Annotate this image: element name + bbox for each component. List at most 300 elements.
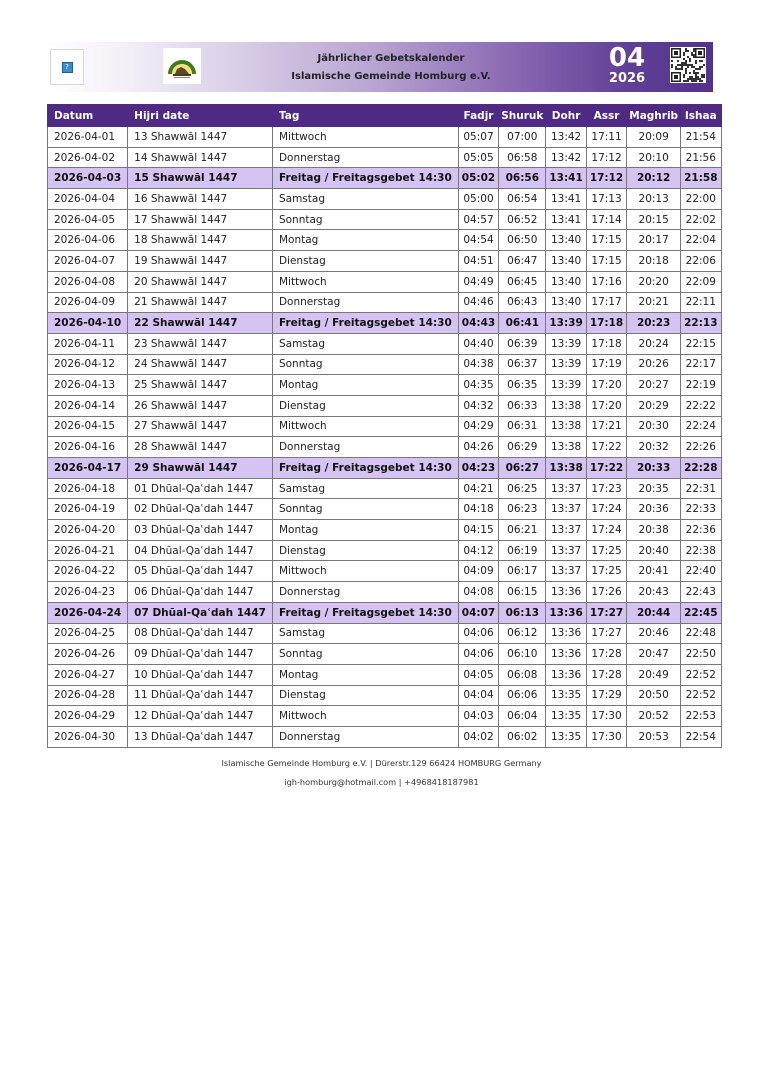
cell-date: 2026-04-20 bbox=[48, 520, 128, 541]
month-number: 04 bbox=[608, 43, 646, 73]
calendar-header bbox=[46, 42, 713, 92]
table-row bbox=[48, 333, 722, 354]
cell-dohr: 13:42 bbox=[546, 147, 586, 168]
footer-contact: igh-homburg@hotmail.com | +4968418187981 bbox=[284, 777, 479, 787]
cell-dohr: 13:41 bbox=[546, 189, 586, 210]
cell-day: Freitag / Freitagsgebet 14:30 bbox=[272, 458, 458, 479]
cell-shuruk: 06:21 bbox=[499, 520, 546, 541]
cell-ishaa: 22:45 bbox=[681, 602, 721, 623]
cell-shuruk: 06:06 bbox=[499, 685, 546, 706]
table-row bbox=[48, 685, 722, 706]
cell-day: Montag bbox=[272, 375, 458, 396]
table-row-friday bbox=[48, 602, 722, 623]
header-titles bbox=[246, 50, 536, 86]
cell-shuruk: 06:39 bbox=[499, 333, 546, 354]
cell-shuruk: 06:47 bbox=[499, 251, 546, 272]
footer-address: Islamische Gemeinde Homburg e.V. | Dürerstr.129 66424 HOMBURG Germany bbox=[221, 758, 542, 768]
cell-hijri: 03 Dhūal-Qaʿdah 1447 bbox=[128, 520, 273, 541]
cell-shuruk: 06:15 bbox=[499, 582, 546, 603]
table-row bbox=[48, 292, 722, 313]
cell-assr: 17:12 bbox=[586, 168, 626, 189]
cell-maghrib: 20:52 bbox=[627, 706, 681, 727]
cell-date: 2026-04-18 bbox=[48, 478, 128, 499]
cell-dohr: 13:36 bbox=[546, 602, 586, 623]
cell-date: 2026-04-14 bbox=[48, 395, 128, 416]
cell-assr: 17:18 bbox=[586, 333, 626, 354]
cell-maghrib: 20:32 bbox=[627, 437, 681, 458]
cell-maghrib: 20:35 bbox=[627, 478, 681, 499]
cell-ishaa: 22:26 bbox=[681, 437, 721, 458]
cell-date: 2026-04-24 bbox=[48, 602, 128, 623]
cell-assr: 17:28 bbox=[586, 664, 626, 685]
cell-maghrib: 20:40 bbox=[627, 540, 681, 561]
cell-dohr: 13:35 bbox=[546, 685, 586, 706]
cell-shuruk: 06:45 bbox=[499, 271, 546, 292]
column-header-maghrib: Maghrib bbox=[627, 105, 681, 127]
cell-day: Montag bbox=[272, 520, 458, 541]
cell-shuruk: 06:10 bbox=[499, 644, 546, 665]
cell-assr: 17:28 bbox=[586, 644, 626, 665]
cell-ishaa: 22:19 bbox=[681, 375, 721, 396]
table-row bbox=[48, 664, 722, 685]
table-row bbox=[48, 520, 722, 541]
cell-ishaa: 22:36 bbox=[681, 520, 721, 541]
cell-day: Donnerstag bbox=[272, 292, 458, 313]
column-header-day: Tag bbox=[272, 105, 458, 127]
cell-shuruk: 06:43 bbox=[499, 292, 546, 313]
cell-hijri: 07 Dhūal-Qaʿdah 1447 bbox=[128, 602, 273, 623]
cell-ishaa: 22:54 bbox=[681, 726, 721, 747]
cell-maghrib: 20:23 bbox=[627, 313, 681, 334]
cell-maghrib: 20:38 bbox=[627, 520, 681, 541]
cell-ishaa: 22:24 bbox=[681, 416, 721, 437]
cell-hijri: 13 Shawwāl 1447 bbox=[128, 127, 273, 148]
cell-dohr: 13:38 bbox=[546, 437, 586, 458]
cell-shuruk: 06:54 bbox=[499, 189, 546, 210]
cell-date: 2026-04-04 bbox=[48, 189, 128, 210]
cell-hijri: 24 Shawwāl 1447 bbox=[128, 354, 273, 375]
cell-dohr: 13:37 bbox=[546, 561, 586, 582]
cell-date: 2026-04-16 bbox=[48, 437, 128, 458]
cell-dohr: 13:37 bbox=[546, 520, 586, 541]
table-row bbox=[48, 416, 722, 437]
cell-shuruk: 06:56 bbox=[499, 168, 546, 189]
cell-fadjr: 04:06 bbox=[458, 623, 498, 644]
cell-maghrib: 20:33 bbox=[627, 458, 681, 479]
cell-date: 2026-04-03 bbox=[48, 168, 128, 189]
table-header-row bbox=[48, 105, 722, 127]
cell-day: Mittwoch bbox=[272, 127, 458, 148]
cell-date: 2026-04-13 bbox=[48, 375, 128, 396]
cell-maghrib: 20:30 bbox=[627, 416, 681, 437]
cell-hijri: 26 Shawwāl 1447 bbox=[128, 395, 273, 416]
cell-maghrib: 20:44 bbox=[627, 602, 681, 623]
cell-maghrib: 20:29 bbox=[627, 395, 681, 416]
cell-shuruk: 06:50 bbox=[499, 230, 546, 251]
cell-assr: 17:17 bbox=[586, 292, 626, 313]
cell-shuruk: 06:33 bbox=[499, 395, 546, 416]
broken-image-icon: ? bbox=[50, 49, 84, 85]
cell-day: Freitag / Freitagsgebet 14:30 bbox=[272, 168, 458, 189]
table-row bbox=[48, 230, 722, 251]
cell-dohr: 13:35 bbox=[546, 706, 586, 727]
table-row-friday bbox=[48, 458, 722, 479]
cell-shuruk: 06:58 bbox=[499, 147, 546, 168]
cell-date: 2026-04-07 bbox=[48, 251, 128, 272]
cell-shuruk: 06:52 bbox=[499, 209, 546, 230]
table-row bbox=[48, 437, 722, 458]
cell-date: 2026-04-27 bbox=[48, 664, 128, 685]
cell-assr: 17:13 bbox=[586, 189, 626, 210]
cell-shuruk: 06:25 bbox=[499, 478, 546, 499]
cell-fadjr: 04:57 bbox=[458, 209, 498, 230]
cell-ishaa: 22:31 bbox=[681, 478, 721, 499]
cell-maghrib: 20:46 bbox=[627, 623, 681, 644]
cell-dohr: 13:40 bbox=[546, 251, 586, 272]
cell-hijri: 20 Shawwāl 1447 bbox=[128, 271, 273, 292]
cell-fadjr: 04:32 bbox=[458, 395, 498, 416]
cell-hijri: 22 Shawwāl 1447 bbox=[128, 313, 273, 334]
cell-dohr: 13:36 bbox=[546, 623, 586, 644]
month-year-badge bbox=[594, 44, 660, 86]
table-row bbox=[48, 147, 722, 168]
cell-day: Mittwoch bbox=[272, 416, 458, 437]
cell-shuruk: 06:13 bbox=[499, 602, 546, 623]
cell-hijri: 09 Dhūal-Qaʿdah 1447 bbox=[128, 644, 273, 665]
cell-shuruk: 06:29 bbox=[499, 437, 546, 458]
cell-hijri: 05 Dhūal-Qaʿdah 1447 bbox=[128, 561, 273, 582]
cell-day: Dienstag bbox=[272, 395, 458, 416]
cell-maghrib: 20:26 bbox=[627, 354, 681, 375]
cell-assr: 17:14 bbox=[586, 209, 626, 230]
cell-shuruk: 06:37 bbox=[499, 354, 546, 375]
cell-day: Donnerstag bbox=[272, 582, 458, 603]
cell-shuruk: 06:02 bbox=[499, 726, 546, 747]
cell-hijri: 19 Shawwāl 1447 bbox=[128, 251, 273, 272]
cell-date: 2026-04-02 bbox=[48, 147, 128, 168]
cell-fadjr: 04:26 bbox=[458, 437, 498, 458]
cell-assr: 17:23 bbox=[586, 478, 626, 499]
qr-code-icon bbox=[670, 47, 706, 83]
cell-hijri: 06 Dhūal-Qaʿdah 1447 bbox=[128, 582, 273, 603]
cell-fadjr: 04:09 bbox=[458, 561, 498, 582]
cell-dohr: 13:41 bbox=[546, 209, 586, 230]
table-row bbox=[48, 271, 722, 292]
cell-maghrib: 20:50 bbox=[627, 685, 681, 706]
cell-ishaa: 22:15 bbox=[681, 333, 721, 354]
cell-maghrib: 20:09 bbox=[627, 127, 681, 148]
year-number: 2026 bbox=[608, 71, 646, 86]
cell-assr: 17:25 bbox=[586, 561, 626, 582]
cell-maghrib: 20:20 bbox=[627, 271, 681, 292]
table-row bbox=[48, 644, 722, 665]
cell-day: Sonntag bbox=[272, 209, 458, 230]
cell-assr: 17:30 bbox=[586, 726, 626, 747]
cell-day: Sonntag bbox=[272, 644, 458, 665]
cell-shuruk: 06:35 bbox=[499, 375, 546, 396]
cell-day: Samstag bbox=[272, 478, 458, 499]
cell-ishaa: 22:43 bbox=[681, 582, 721, 603]
cell-dohr: 13:38 bbox=[546, 458, 586, 479]
cell-dohr: 13:40 bbox=[546, 230, 586, 251]
cell-day: Samstag bbox=[272, 189, 458, 210]
cell-ishaa: 22:52 bbox=[681, 685, 721, 706]
cell-maghrib: 20:43 bbox=[627, 582, 681, 603]
cell-dohr: 13:42 bbox=[546, 127, 586, 148]
cell-assr: 17:24 bbox=[586, 520, 626, 541]
cell-assr: 17:11 bbox=[586, 127, 626, 148]
cell-day: Freitag / Freitagsgebet 14:30 bbox=[272, 602, 458, 623]
cell-assr: 17:22 bbox=[586, 458, 626, 479]
cell-maghrib: 20:12 bbox=[627, 168, 681, 189]
cell-fadjr: 05:00 bbox=[458, 189, 498, 210]
cell-hijri: 16 Shawwāl 1447 bbox=[128, 189, 273, 210]
cell-ishaa: 22:48 bbox=[681, 623, 721, 644]
cell-hijri: 15 Shawwāl 1447 bbox=[128, 168, 273, 189]
cell-shuruk: 06:41 bbox=[499, 313, 546, 334]
cell-shuruk: 06:08 bbox=[499, 664, 546, 685]
cell-date: 2026-04-25 bbox=[48, 623, 128, 644]
cell-hijri: 02 Dhūal-Qaʿdah 1447 bbox=[128, 499, 273, 520]
cell-date: 2026-04-21 bbox=[48, 540, 128, 561]
cell-fadjr: 04:21 bbox=[458, 478, 498, 499]
cell-maghrib: 20:24 bbox=[627, 333, 681, 354]
cell-day: Sonntag bbox=[272, 499, 458, 520]
cell-assr: 17:30 bbox=[586, 706, 626, 727]
cell-day: Donnerstag bbox=[272, 147, 458, 168]
cell-fadjr: 05:02 bbox=[458, 168, 498, 189]
table-row bbox=[48, 561, 722, 582]
cell-maghrib: 20:49 bbox=[627, 664, 681, 685]
cell-fadjr: 04:12 bbox=[458, 540, 498, 561]
table-row bbox=[48, 478, 722, 499]
cell-ishaa: 22:33 bbox=[681, 499, 721, 520]
column-header-shuruk: Shuruk bbox=[499, 105, 546, 127]
cell-hijri: 18 Shawwāl 1447 bbox=[128, 230, 273, 251]
cell-dohr: 13:41 bbox=[546, 168, 586, 189]
cell-assr: 17:27 bbox=[586, 602, 626, 623]
cell-maghrib: 20:17 bbox=[627, 230, 681, 251]
cell-assr: 17:22 bbox=[586, 437, 626, 458]
cell-maghrib: 20:10 bbox=[627, 147, 681, 168]
cell-day: Mittwoch bbox=[272, 561, 458, 582]
cell-fadjr: 04:07 bbox=[458, 602, 498, 623]
cell-maghrib: 20:53 bbox=[627, 726, 681, 747]
cell-ishaa: 22:52 bbox=[681, 664, 721, 685]
cell-day: Freitag / Freitagsgebet 14:30 bbox=[272, 313, 458, 334]
cell-assr: 17:12 bbox=[586, 147, 626, 168]
organization-name: Islamische Gemeinde Homburg e.V. bbox=[291, 71, 491, 82]
cell-ishaa: 22:11 bbox=[681, 292, 721, 313]
cell-dohr: 13:39 bbox=[546, 333, 586, 354]
cell-dohr: 13:37 bbox=[546, 540, 586, 561]
table-row bbox=[48, 209, 722, 230]
cell-date: 2026-04-22 bbox=[48, 561, 128, 582]
cell-fadjr: 04:40 bbox=[458, 333, 498, 354]
cell-fadjr: 04:06 bbox=[458, 644, 498, 665]
cell-day: Montag bbox=[272, 664, 458, 685]
table-row bbox=[48, 395, 722, 416]
cell-date: 2026-04-26 bbox=[48, 644, 128, 665]
cell-shuruk: 06:31 bbox=[499, 416, 546, 437]
cell-fadjr: 04:04 bbox=[458, 685, 498, 706]
cell-ishaa: 21:56 bbox=[681, 147, 721, 168]
cell-maghrib: 20:21 bbox=[627, 292, 681, 313]
cell-shuruk: 06:12 bbox=[499, 623, 546, 644]
cell-dohr: 13:39 bbox=[546, 313, 586, 334]
cell-assr: 17:29 bbox=[586, 685, 626, 706]
cell-dohr: 13:38 bbox=[546, 416, 586, 437]
cell-dohr: 13:40 bbox=[546, 271, 586, 292]
table-row bbox=[48, 706, 722, 727]
cell-assr: 17:26 bbox=[586, 582, 626, 603]
table-row bbox=[48, 375, 722, 396]
cell-hijri: 17 Shawwāl 1447 bbox=[128, 209, 273, 230]
cell-hijri: 28 Shawwāl 1447 bbox=[128, 437, 273, 458]
column-header-dohr: Dohr bbox=[546, 105, 586, 127]
cell-assr: 17:24 bbox=[586, 499, 626, 520]
cell-dohr: 13:36 bbox=[546, 582, 586, 603]
cell-hijri: 14 Shawwāl 1447 bbox=[128, 147, 273, 168]
cell-shuruk: 06:27 bbox=[499, 458, 546, 479]
column-header-hijri: Hijri date bbox=[128, 105, 273, 127]
cell-maghrib: 20:41 bbox=[627, 561, 681, 582]
cell-fadjr: 04:05 bbox=[458, 664, 498, 685]
cell-ishaa: 22:09 bbox=[681, 271, 721, 292]
cell-day: Dienstag bbox=[272, 540, 458, 561]
cell-assr: 17:25 bbox=[586, 540, 626, 561]
cell-date: 2026-04-28 bbox=[48, 685, 128, 706]
cell-maghrib: 20:15 bbox=[627, 209, 681, 230]
cell-fadjr: 04:15 bbox=[458, 520, 498, 541]
column-header-fadjr: Fadjr bbox=[458, 105, 498, 127]
cell-day: Samstag bbox=[272, 623, 458, 644]
cell-hijri: 04 Dhūal-Qaʿdah 1447 bbox=[128, 540, 273, 561]
cell-date: 2026-04-01 bbox=[48, 127, 128, 148]
cell-assr: 17:20 bbox=[586, 375, 626, 396]
cell-day: Dienstag bbox=[272, 251, 458, 272]
prayer-times-table bbox=[47, 104, 722, 748]
cell-ishaa: 22:06 bbox=[681, 251, 721, 272]
cell-shuruk: 06:04 bbox=[499, 706, 546, 727]
cell-assr: 17:18 bbox=[586, 313, 626, 334]
cell-date: 2026-04-15 bbox=[48, 416, 128, 437]
cell-dohr: 13:37 bbox=[546, 478, 586, 499]
cell-dohr: 13:36 bbox=[546, 664, 586, 685]
cell-fadjr: 04:51 bbox=[458, 251, 498, 272]
cell-fadjr: 04:43 bbox=[458, 313, 498, 334]
cell-assr: 17:16 bbox=[586, 271, 626, 292]
cell-hijri: 29 Shawwāl 1447 bbox=[128, 458, 273, 479]
cell-fadjr: 04:46 bbox=[458, 292, 498, 313]
cell-ishaa: 22:53 bbox=[681, 706, 721, 727]
table-row bbox=[48, 582, 722, 603]
cell-dohr: 13:35 bbox=[546, 726, 586, 747]
cell-hijri: 25 Shawwāl 1447 bbox=[128, 375, 273, 396]
cell-fadjr: 04:29 bbox=[458, 416, 498, 437]
cell-hijri: 13 Dhūal-Qaʿdah 1447 bbox=[128, 726, 273, 747]
cell-maghrib: 20:47 bbox=[627, 644, 681, 665]
cell-assr: 17:15 bbox=[586, 251, 626, 272]
cell-dohr: 13:40 bbox=[546, 292, 586, 313]
cell-ishaa: 22:38 bbox=[681, 540, 721, 561]
cell-ishaa: 22:50 bbox=[681, 644, 721, 665]
cell-shuruk: 07:00 bbox=[499, 127, 546, 148]
cell-day: Donnerstag bbox=[272, 726, 458, 747]
table-row bbox=[48, 127, 722, 148]
cell-fadjr: 04:02 bbox=[458, 726, 498, 747]
cell-assr: 17:21 bbox=[586, 416, 626, 437]
cell-day: Mittwoch bbox=[272, 271, 458, 292]
cell-ishaa: 22:02 bbox=[681, 209, 721, 230]
cell-maghrib: 20:36 bbox=[627, 499, 681, 520]
cell-date: 2026-04-29 bbox=[48, 706, 128, 727]
table-row bbox=[48, 726, 722, 747]
cell-ishaa: 22:28 bbox=[681, 458, 721, 479]
cell-hijri: 12 Dhūal-Qaʿdah 1447 bbox=[128, 706, 273, 727]
cell-fadjr: 04:23 bbox=[458, 458, 498, 479]
cell-fadjr: 04:35 bbox=[458, 375, 498, 396]
cell-fadjr: 04:54 bbox=[458, 230, 498, 251]
column-header-assr: Assr bbox=[586, 105, 626, 127]
table-row-friday bbox=[48, 313, 722, 334]
cell-shuruk: 06:19 bbox=[499, 540, 546, 561]
cell-assr: 17:15 bbox=[586, 230, 626, 251]
cell-hijri: 08 Dhūal-Qaʿdah 1447 bbox=[128, 623, 273, 644]
cell-ishaa: 22:22 bbox=[681, 395, 721, 416]
table-row bbox=[48, 499, 722, 520]
cell-day: Sonntag bbox=[272, 354, 458, 375]
cell-maghrib: 20:27 bbox=[627, 375, 681, 396]
table-row bbox=[48, 251, 722, 272]
cell-shuruk: 06:23 bbox=[499, 499, 546, 520]
cell-ishaa: 22:04 bbox=[681, 230, 721, 251]
cell-ishaa: 22:40 bbox=[681, 561, 721, 582]
table-row bbox=[48, 189, 722, 210]
cell-shuruk: 06:17 bbox=[499, 561, 546, 582]
cell-fadjr: 04:18 bbox=[458, 499, 498, 520]
cell-date: 2026-04-10 bbox=[48, 313, 128, 334]
cell-ishaa: 22:17 bbox=[681, 354, 721, 375]
cell-date: 2026-04-19 bbox=[48, 499, 128, 520]
cell-date: 2026-04-30 bbox=[48, 726, 128, 747]
table-row bbox=[48, 540, 722, 561]
cell-fadjr: 04:49 bbox=[458, 271, 498, 292]
cell-hijri: 27 Shawwāl 1447 bbox=[128, 416, 273, 437]
calendar-title: Jährlicher Gebetskalender bbox=[317, 53, 465, 64]
cell-hijri: 10 Dhūal-Qaʿdah 1447 bbox=[128, 664, 273, 685]
cell-hijri: 21 Shawwāl 1447 bbox=[128, 292, 273, 313]
cell-assr: 17:19 bbox=[586, 354, 626, 375]
cell-fadjr: 05:07 bbox=[458, 127, 498, 148]
cell-fadjr: 04:38 bbox=[458, 354, 498, 375]
cell-maghrib: 20:13 bbox=[627, 189, 681, 210]
cell-hijri: 11 Dhūal-Qaʿdah 1447 bbox=[128, 685, 273, 706]
column-header-ishaa: Ishaa bbox=[681, 105, 721, 127]
cell-dohr: 13:37 bbox=[546, 499, 586, 520]
cell-dohr: 13:36 bbox=[546, 644, 586, 665]
table-row bbox=[48, 623, 722, 644]
cell-day: Donnerstag bbox=[272, 437, 458, 458]
cell-fadjr: 04:08 bbox=[458, 582, 498, 603]
cell-fadjr: 05:05 bbox=[458, 147, 498, 168]
cell-assr: 17:20 bbox=[586, 395, 626, 416]
column-header-date: Datum bbox=[48, 105, 128, 127]
cell-day: Montag bbox=[272, 230, 458, 251]
cell-date: 2026-04-05 bbox=[48, 209, 128, 230]
cell-hijri: 01 Dhūal-Qaʿdah 1447 bbox=[128, 478, 273, 499]
cell-date: 2026-04-09 bbox=[48, 292, 128, 313]
